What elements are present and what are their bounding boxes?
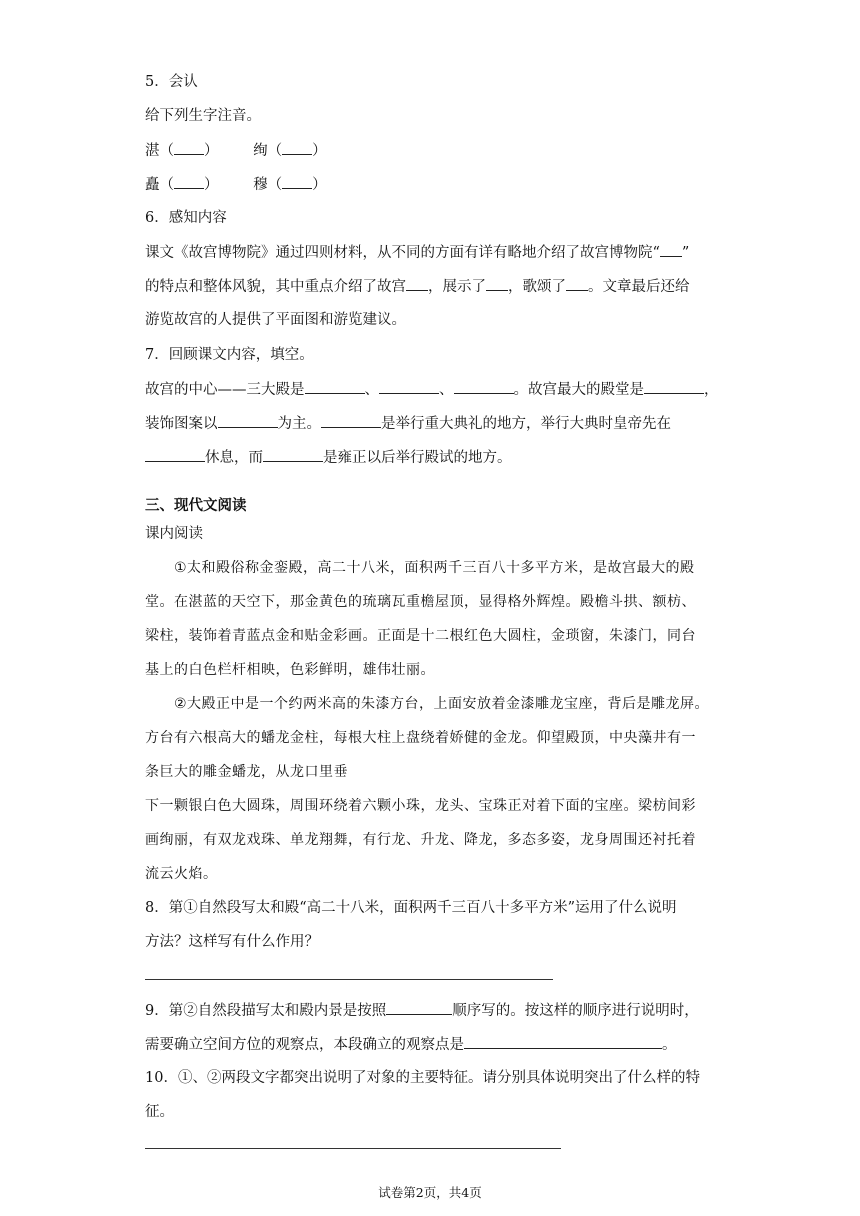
fill-blank[interactable] bbox=[379, 379, 439, 394]
passage-line: ②大殿正中是一个约两米高的朱漆方台，上面安放着金漆雕龙宝座，背后是雕龙屏。 bbox=[174, 696, 710, 712]
q7-title: 7．回顾课文内容，填空。 bbox=[145, 347, 314, 363]
fill-blank[interactable] bbox=[145, 447, 205, 462]
q10-answer-line[interactable] bbox=[145, 1148, 561, 1149]
pinyin-blank[interactable] bbox=[282, 140, 312, 155]
fill-blank[interactable] bbox=[660, 242, 682, 257]
fill-blank[interactable] bbox=[321, 413, 381, 428]
passage-line: 基上的白色栏杆相映，色彩鲜明，雄伟壮丽。 bbox=[145, 662, 435, 678]
fill-blank[interactable] bbox=[644, 379, 704, 394]
fill-blank[interactable] bbox=[566, 276, 588, 291]
q8-line-1: 8．第①自然段写太和殿“高二十八米，面积两千三百八十多平方米”运用了什么说明 bbox=[145, 900, 677, 916]
fill-blank[interactable] bbox=[406, 276, 428, 291]
q5-instruction: 给下列生字注音。 bbox=[145, 108, 261, 124]
section-subheading: 课内阅读 bbox=[145, 526, 203, 542]
q6-line-1: 课文《故宫博物院》通过四则材料，从不同的方面有详有略地介绍了故宫博物院“ ” bbox=[145, 242, 689, 263]
pinyin-row-2: 矗（ ） 穆（ ） bbox=[145, 174, 357, 195]
pinyin-row-1: 湛（ ） 绚（ ） bbox=[145, 140, 357, 161]
fill-blank[interactable] bbox=[386, 1000, 452, 1015]
passage-line: 梁柱，装饰着青蓝点金和贴金彩画。正面是十二根红色大圆柱，金琐窗，朱漆门，同台 bbox=[145, 628, 696, 644]
fill-blank[interactable] bbox=[263, 447, 323, 462]
pinyin-blank[interactable] bbox=[174, 140, 204, 155]
passage-line: 堂。在湛蓝的天空下，那金黄色的琉璃瓦重檐屋顶，显得格外辉煌。殿檐斗拱、额枋、 bbox=[145, 594, 696, 610]
q7-line-2: 装饰图案以 为主。 是举行重大典礼的地方，举行大典时皇帝先在 bbox=[145, 413, 671, 434]
q8-answer-line[interactable] bbox=[145, 979, 553, 980]
char-chu: 矗 bbox=[145, 177, 160, 193]
q6-line-3: 游览故宫的人提供了平面图和游览建议。 bbox=[145, 312, 406, 328]
fill-blank[interactable] bbox=[464, 1034, 662, 1049]
char-zhan: 湛 bbox=[145, 143, 160, 159]
passage-line: 流云火焰。 bbox=[145, 866, 218, 882]
fill-blank[interactable] bbox=[218, 413, 278, 428]
passage-line: 条巨大的雕金蟠龙，从龙口里垂 bbox=[145, 764, 348, 780]
fill-blank[interactable] bbox=[305, 379, 365, 394]
passage-line: 画绚丽，有双龙戏珠、单龙翔舞，有行龙、升龙、降龙，多态多姿，龙身周围还衬托着 bbox=[145, 832, 696, 848]
q9-line-1: 9．第②自然段描写太和殿内景是按照 顺序写的。按这样的顺序进行说明时， bbox=[145, 1000, 699, 1021]
char-mu: 穆 bbox=[253, 177, 268, 193]
q5-title: 5．会认 bbox=[145, 74, 198, 90]
pinyin-blank[interactable] bbox=[282, 174, 312, 189]
fill-blank[interactable] bbox=[486, 276, 508, 291]
q10-line-2: 征。 bbox=[145, 1104, 174, 1120]
q10-line-1: 10．①、②两段文字都突出说明了对象的主要特征。请分别具体说明突出了什么样的特 bbox=[145, 1070, 700, 1086]
page-footer: 试卷第2页，共4页 bbox=[378, 1185, 482, 1200]
passage-line: 方台有六根高大的蟠龙金柱，每根大柱上盘绕着娇健的金龙。仰望殿顶，中央藻井有一 bbox=[145, 730, 696, 746]
q7-line-1: 故宫的中心——三大殿是 、 、 。故宫最大的殿堂是 ， bbox=[145, 379, 719, 400]
passage-line: ①太和殿俗称金銮殿，高二十八米，面积两千三百八十多平方米，是故宫最大的殿 bbox=[174, 560, 695, 576]
pinyin-blank[interactable] bbox=[174, 174, 204, 189]
passage-line: 下一颗银白色大圆珠，周围环绕着六颗小珠，龙头、宝珠正对着下面的宝座。梁枋间彩 bbox=[145, 798, 696, 814]
char-xuan: 绚 bbox=[253, 143, 268, 159]
fill-blank[interactable] bbox=[454, 379, 514, 394]
q6-line-2: 的特点和整体风貌，其中重点介绍了故宫 ，展示了 ，歌颂了 。文章最后还给 bbox=[145, 276, 690, 297]
q6-title: 6．感知内容 bbox=[145, 210, 227, 226]
q7-line-3: 休息，而 是雍正以后举行殿试的地方。 bbox=[145, 447, 512, 468]
section-heading: 三、现代文阅读 bbox=[145, 498, 247, 514]
q9-line-2: 需要确立空间方位的观察点，本段确立的观察点是 。 bbox=[145, 1034, 677, 1055]
q8-line-2: 方法？这样写有什么作用？ bbox=[145, 934, 319, 950]
